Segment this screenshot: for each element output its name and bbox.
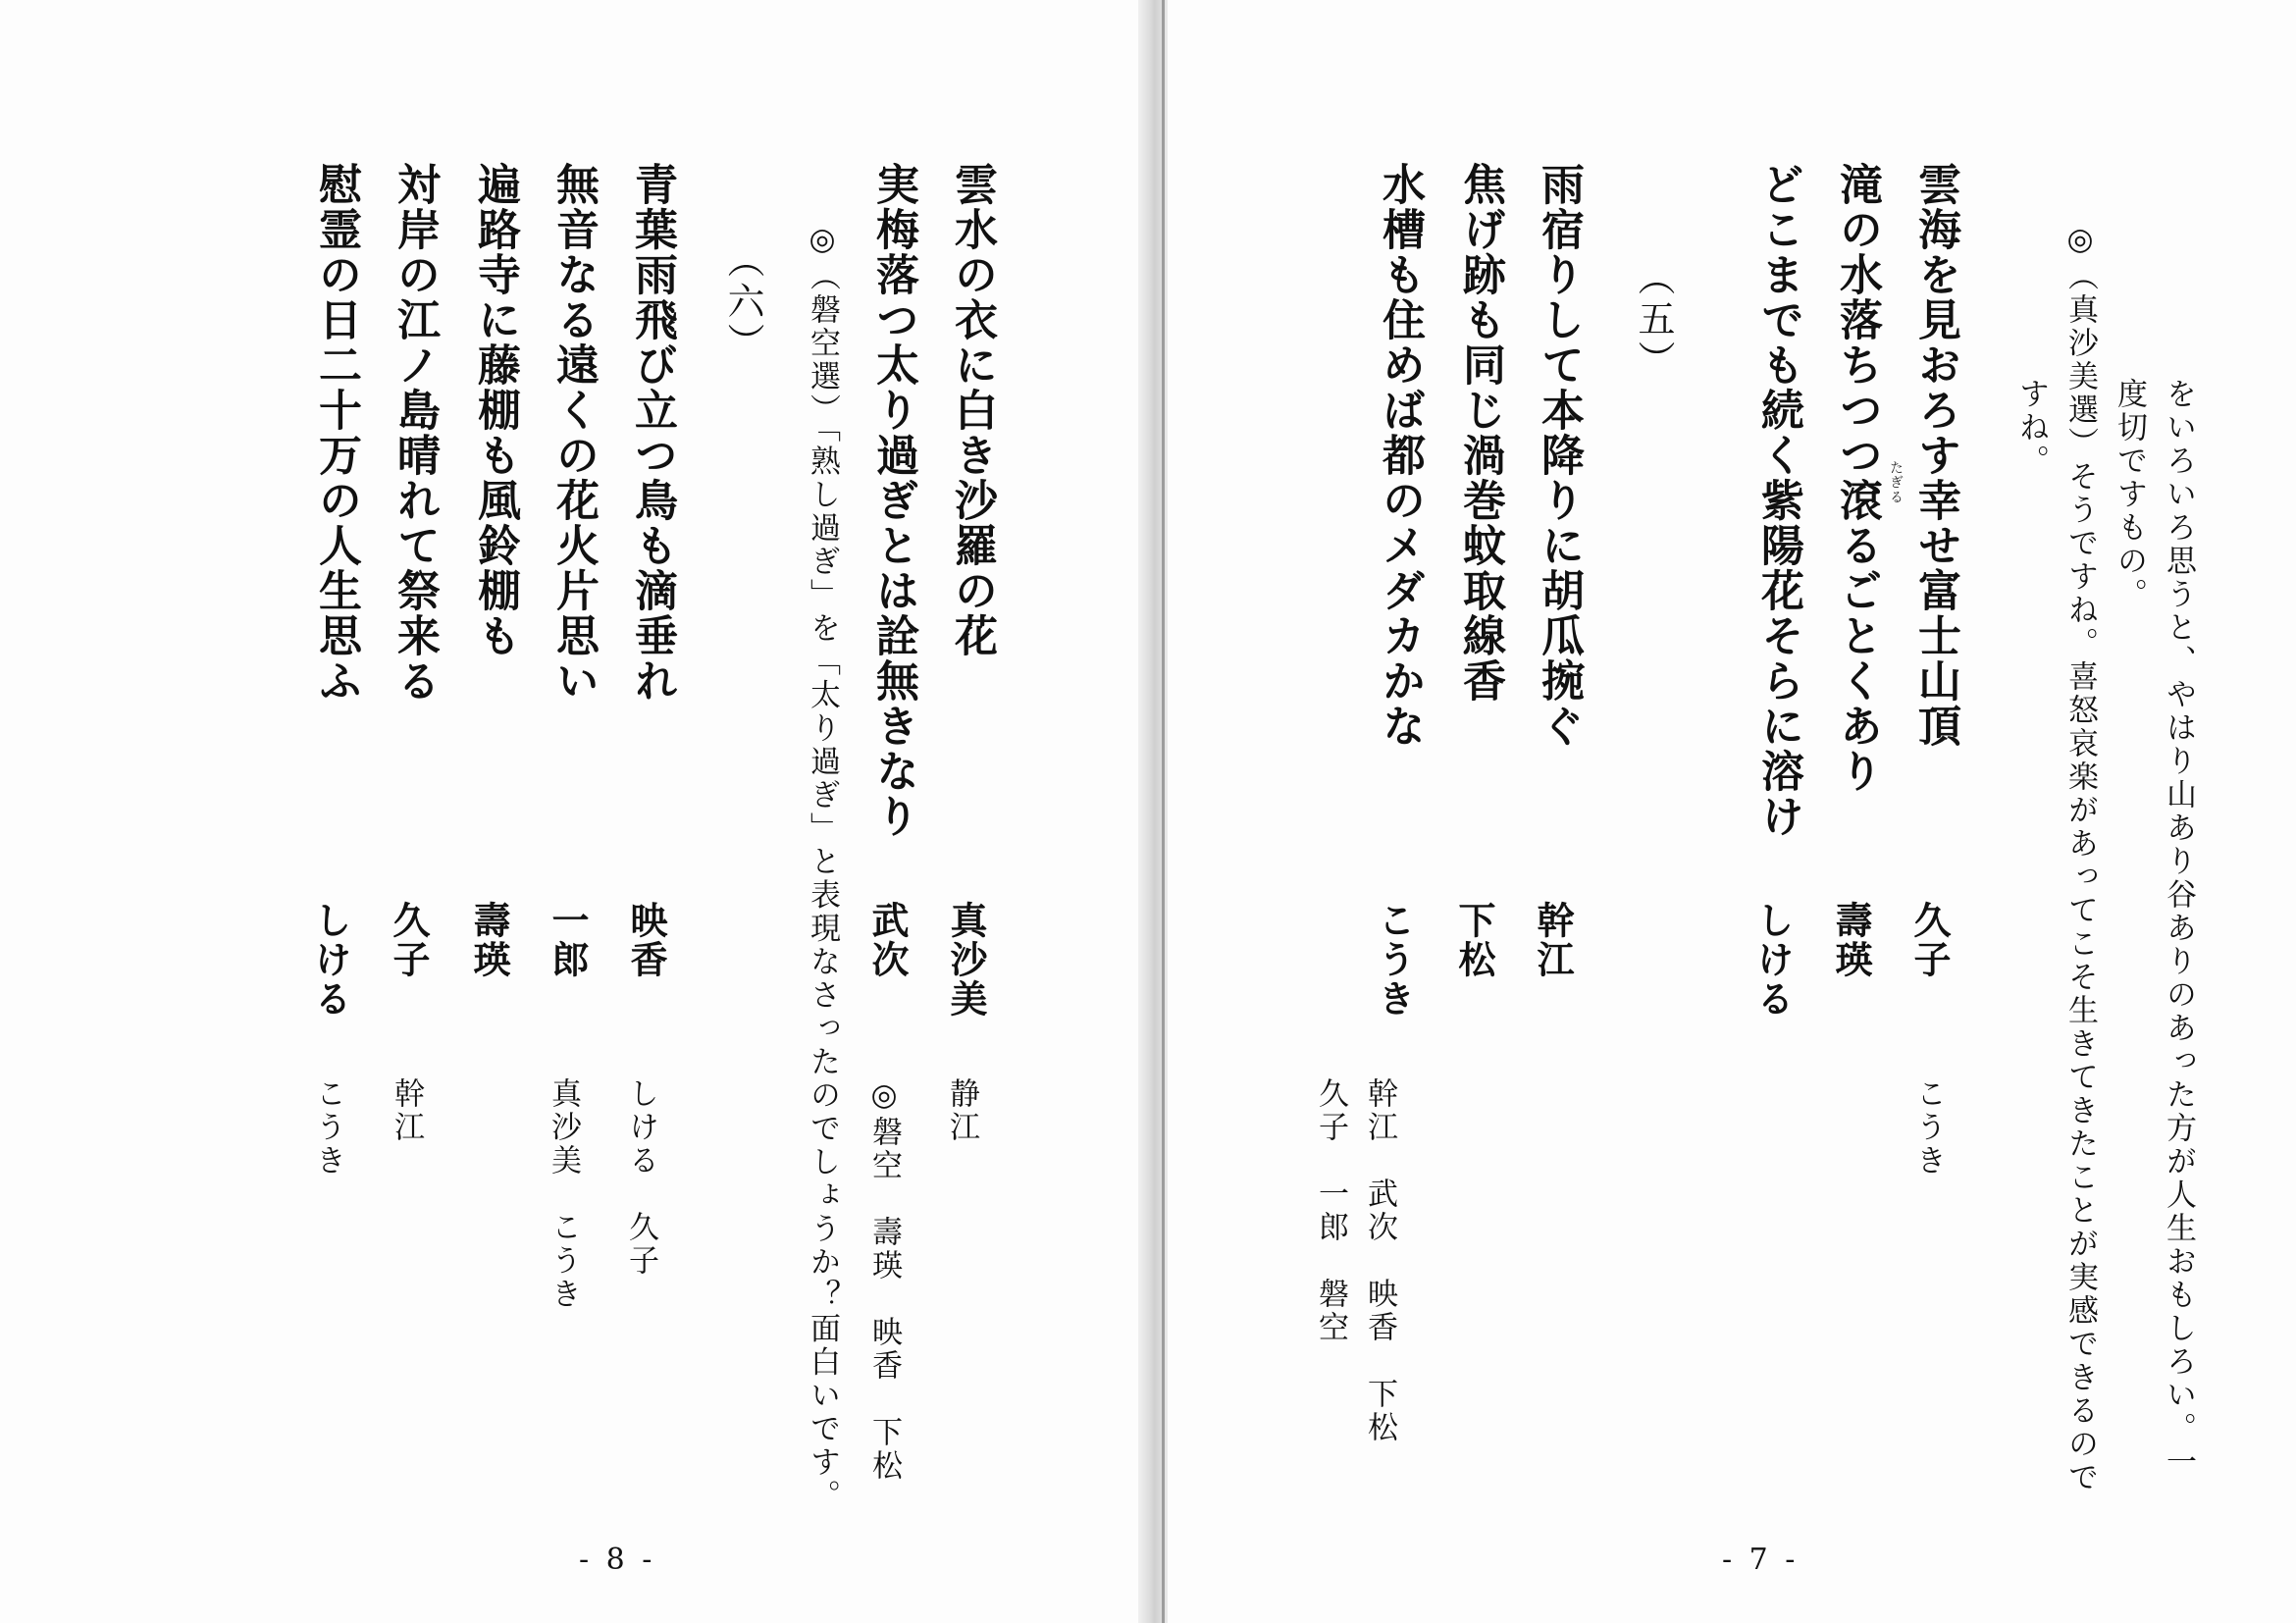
author: 一郎 [546, 901, 590, 979]
haiku: 対岸の江ノ島晴れて祭来る [390, 162, 440, 704]
haiku: 慰霊の日二十万の人生思ふ [311, 162, 361, 704]
author: しける [1750, 901, 1795, 1019]
gutter-line [1162, 0, 1165, 1623]
author: 久子 [387, 901, 431, 979]
author: こうき [1372, 901, 1416, 1019]
haiku: 滝の水落ちつつ滾るごとくあり [1832, 162, 1882, 794]
page-number: - 7 - [1722, 1543, 1800, 1577]
selectors: 静江 [944, 1077, 979, 1144]
haiku: 雨宿りして本降りに胡瓜捥ぐ [1534, 162, 1584, 749]
haiku: 雲海を見おろす幸せ富士山頂 [1910, 162, 1960, 749]
author: 下松 [1452, 901, 1496, 979]
intro-line-2: 度切ですもの。 [2112, 378, 2147, 611]
section-heading: （六） [721, 240, 764, 364]
haiku: 焦げ跡も同じ渦巻蚊取線香 [1455, 162, 1505, 704]
author: 真沙美 [944, 901, 988, 1019]
haiku: どこまでも続く紫陽花そらに溶け [1753, 162, 1803, 839]
comment-line-1: ◎（真沙美選）そうですね。喜怒哀楽があってこそ生きてきたことが実感できるので [2062, 222, 2098, 1494]
author: 幹江 [1531, 901, 1575, 979]
author: 壽瑛 [467, 901, 511, 979]
selectors: 真沙美 こうき [546, 1077, 581, 1311]
selectors: 幹江 武次 映香 下松 [1362, 1077, 1397, 1444]
haiku: 水槽も住めば都のメダカかな [1375, 162, 1425, 749]
intro-line-1: をいろいろ思うと、やはり山あり谷ありのあった方が人生おもしろい。一 [2161, 378, 2196, 1479]
page-number: - 8 - [579, 1543, 656, 1577]
comment: ◎（磐空選）「熟し過ぎ」を「太り過ぎ」と表現なさったのでしょうか？面白いです。 [805, 222, 840, 1513]
haiku: 遍路寺に藤棚も風鈴棚も [470, 162, 520, 658]
selectors: しける 久子 [623, 1077, 658, 1278]
author: 久子 [1907, 901, 1952, 979]
haiku: 雲水の衣に白き沙羅の花 [947, 162, 997, 658]
selectors: 久子 一郎 磐空 [1313, 1077, 1348, 1344]
section-heading: （五） [1632, 258, 1675, 382]
author: しける [308, 901, 352, 1019]
selectors: 幹江 [389, 1077, 424, 1144]
author: 壽瑛 [1829, 901, 1873, 979]
selectors: こうき [1910, 1077, 1946, 1178]
author: 武次 [865, 901, 910, 979]
selectors: こうき [310, 1077, 345, 1178]
author: 映香 [624, 901, 668, 979]
comment-line-2: すね。 [2013, 378, 2049, 478]
ruby-annotation: たぎる [1888, 460, 1904, 504]
haiku: 青葉雨飛び立つ鳥も滴垂れ [627, 162, 677, 704]
haiku: 無音なる遠くの花火片思い [548, 162, 599, 704]
haiku: 実梅落つ太り過ぎとは詮無きなり [868, 162, 918, 839]
selectors: ◎磐空 壽瑛 映香 下松 [866, 1077, 902, 1483]
